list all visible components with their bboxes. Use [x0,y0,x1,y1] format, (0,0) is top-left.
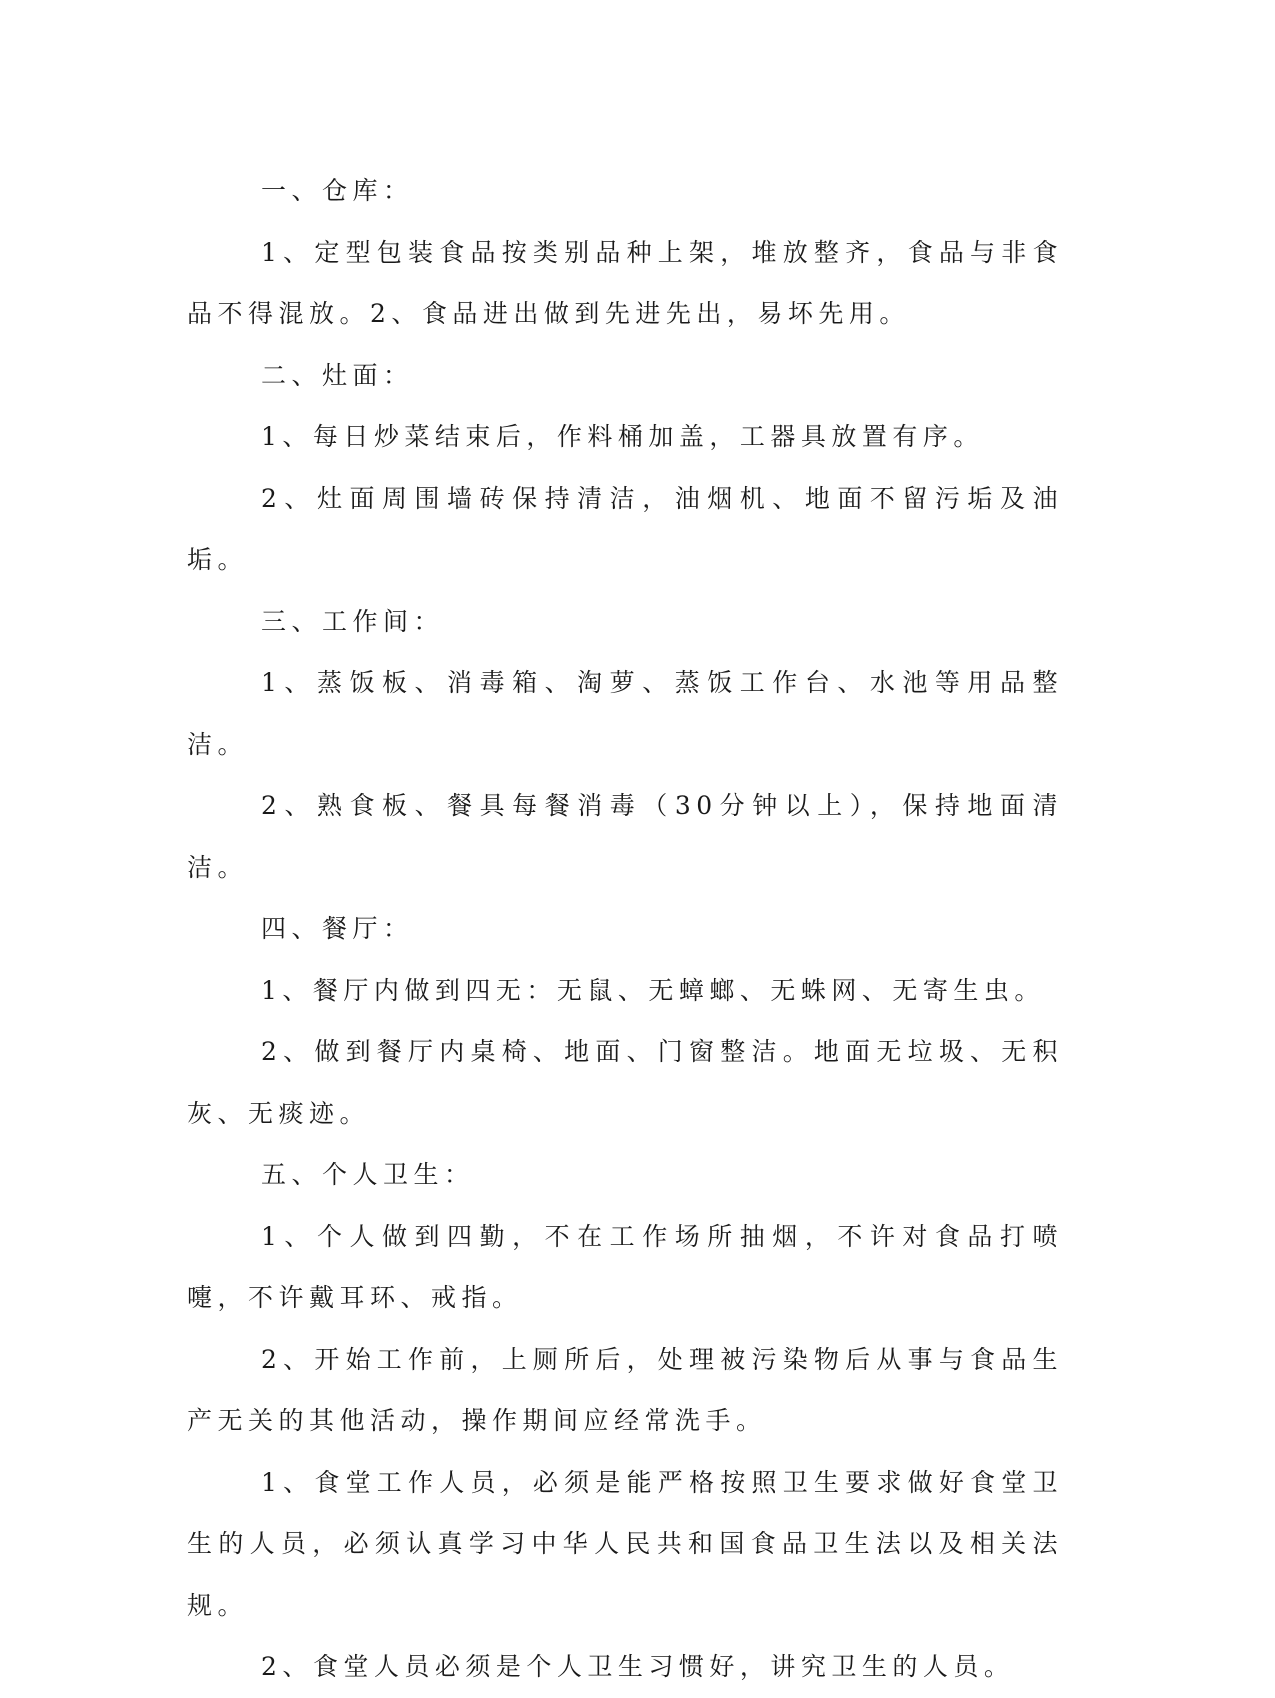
section-heading-stove: 二、灶面： [261,360,414,390]
staff-rule-2: 2、食堂人员必须是个人卫生习惯好，讲究卫生的人员。 [261,1652,1015,1681]
workroom-rule-2: 2、熟食板、餐具每餐消毒（30分钟以上），保持地面清洁。 [187,791,1063,882]
workroom-rule-1: 1、蒸饭板、消毒箱、淘萝、蒸饭工作台、水池等用品整洁。 [187,668,1063,759]
section-heading-personal-hygiene: 五、个人卫生： [261,1160,475,1189]
document-body [187,160,1063,1698]
dining-hall-rule-2: 2、做到餐厅内桌椅、地面、门窗整洁。地面无垃圾、无积灰、无痰迹。 [187,1037,1063,1128]
section-heading-dining-hall: 四、餐厅： [261,914,414,943]
stove-rule-2: 2、灶面周围墙砖保持清洁，油烟机、地面不留污垢及油垢。 [187,483,1063,574]
staff-rule-1: 1、食堂工作人员，必须是能严格按照卫生要求做好食堂卫生的人员，必须认真学习中华人民共和国食品卫生法以及相关法规。 [187,1467,1063,1620]
section-heading-workroom: 三、工作间： [261,606,445,636]
dining-hall-rule-1: 1、餐厅内做到四无：无鼠、无蟑螂、无蛛网、无寄生虫。 [261,975,1045,1005]
warehouse-rule-1-2: 1、定型包装食品按类别品种上架，堆放整齐，食品与非食品不得混放。2、食品进出做到先进先出，易坏先用。 [187,237,1063,328]
stove-rule-1: 1、每日炒菜结束后，作料桶加盖，工器具放置有序。 [261,422,984,451]
section-heading-warehouse: 一、仓库： [261,176,414,205]
personal-hygiene-rule-1: 1、个人做到四勤，不在工作场所抽烟，不许对食品打喷嚏，不许戴耳环、戒指。 [187,1221,1063,1312]
personal-hygiene-rule-2: 2、开始工作前，上厕所后，处理被污染物后从事与食品生产无关的其他活动，操作期间应经常洗手。 [187,1344,1063,1435]
